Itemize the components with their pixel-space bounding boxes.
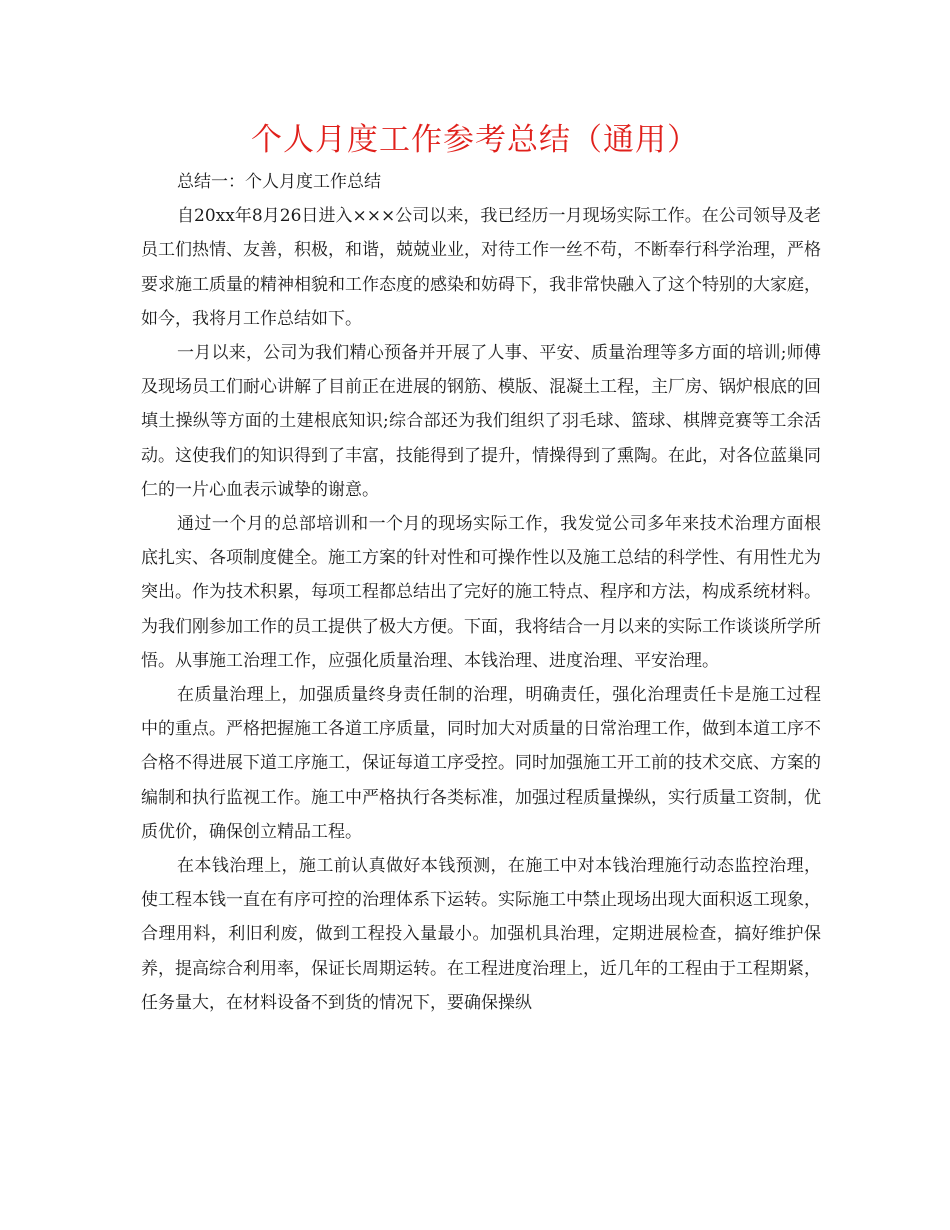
paragraph: 在质量治理上，加强质量终身责任制的治理，明确责任，强化治理责任卡是施工过程中的重点。严格把握施工各道工序质量，同时加大对质量的日常治理工作，做到本道工序不合格不得进展下道工序施工，保证每道工序受控。同时加强施工开工前的技术交底、方案的编制和执行监视工作。施工中严格执行各类标准，加强过程质量操纵，实行质量工资制，优质优价，确保创立精品工程。 [141, 685, 821, 842]
paragraph: 通过一个月的总部培训和一个月的现场实际工作，我发觉公司多年来技术治理方面根底扎实、各项制度健全。施工方案的针对性和可操作性以及施工总结的科学性、有用性尤为突出。作为技术积累，每项工程都总结出了完好的施工特点、程序和方法，构成系统材料。为我们刚参加工作的员工提供了极大方便。下面，我将结合一月以来的实际工作谈谈所学所悟。从事施工治理工作，应强化质量治理、本钱治理、进度治理、平安治理。 [141, 514, 821, 671]
paragraph: 自20xx年8月26日进入×××公司以来，我已经历一月现场实际工作。在公司领导及老员工们热情、友善，积极，和谐，兢兢业业，对待工作一丝不苟，不断奉行科学治理，严格要求施工质量的精神相貌和工作态度的感染和妨碍下，我非常快融入了这个特别的大家庭，如今，我将月工作总结如下。 [141, 206, 821, 329]
paragraph: 在本钱治理上，施工前认真做好本钱预测，在施工中对本钱治理施行动态监控治理，使工程本钱一直在有序可控的治理体系下运转。实际施工中禁止现场出现大面积返工现象，合理用料，利旧利废，做到工程投入量最小。加强机具治理，定期进展检查，搞好维护保养，提高综合利用率，保证长周期运转。在工程进度治理上，近几年的工程由于工程期紧，任务量大，在材料设备不到货的情况下，要确保操纵 [141, 856, 821, 1013]
document-title: 个人月度工作参考总结（通用） [251, 122, 699, 158]
document-body [141, 165, 821, 1020]
paragraph: 一月以来，公司为我们精心预备并开展了人事、平安、质量治理等多方面的培训;师傅及现场员工们耐心讲解了目前正在进展的钢筋、模版、混凝土工程，主厂房、锅炉根底的回填土操纵等方面的土建根底知识;综合部还为我们组织了羽毛球、篮球、棋牌竞赛等工余活动。这使我们的知识得到了丰富，技能得到了提升，情操得到了熏陶。在此，对各位蓝巢同仁的一片心血表示诚挚的谢意。 [141, 343, 821, 500]
section-heading: 总结一：个人月度工作总结 [177, 172, 381, 192]
